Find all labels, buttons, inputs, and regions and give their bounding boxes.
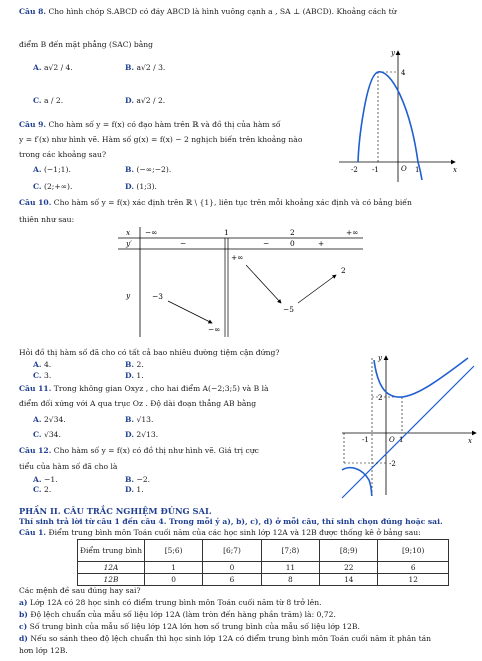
q9-option-d[interactable]: D. (1;3). (125, 182, 157, 191)
q12-y-label: y (378, 354, 382, 362)
q11-option-a[interactable]: A. 2√34. (33, 415, 66, 424)
q11-option-c[interactable]: C. √34. (33, 430, 61, 439)
q12-option-c[interactable]: C. 2. (33, 485, 52, 494)
row-name: 12A (78, 562, 145, 574)
table-cell: 0 (144, 574, 202, 586)
statement-d-cont: hơn lớp 12B. (19, 646, 68, 655)
q10-y-minus3: −3 (152, 292, 163, 301)
table-cell: 22 (320, 562, 378, 574)
q9-y-mark: 4 (401, 69, 406, 77)
header-cell: Điểm trung bình (78, 540, 145, 562)
table-cell: 8 (261, 574, 319, 586)
q10-row-yp: y′ (126, 239, 132, 248)
q10-sign-right: + (318, 239, 325, 248)
q8-option-b[interactable]: B. a√2 / 3. (125, 63, 166, 72)
q9-x-tick-m2: -2 (351, 166, 358, 174)
header-cell: [5;6) (144, 540, 202, 562)
q12-oblique-line (342, 366, 474, 498)
part2-q1-line (19, 528, 421, 537)
q10-x-minus-inf: −∞ (145, 228, 158, 237)
q10-row-y: y (126, 291, 131, 300)
q11-option-d[interactable]: D. 2√13. (125, 430, 159, 439)
q10-x-1: 1 (224, 228, 229, 237)
q10-sign-mid: − (263, 239, 270, 248)
q10-x-2: 2 (290, 228, 295, 237)
q11-line1 (19, 384, 269, 393)
q9-graph (335, 45, 460, 185)
q9-option-b[interactable]: B. (−∞;−2). (125, 165, 172, 174)
q12-line1 (19, 446, 259, 455)
q12-line2: tiểu của hàm số đã cho là (19, 462, 118, 471)
table-cell: 11 (261, 562, 319, 574)
q12-label: Câu 12. (19, 446, 52, 455)
q10-label: Câu 10. (19, 198, 52, 207)
q10-sign-left: − (180, 239, 187, 248)
q10-y-minus5: −5 (283, 305, 294, 314)
table-cell: 0 (203, 562, 261, 574)
header-cell: [7;8) (261, 540, 319, 562)
q11-label: Câu 11. (19, 384, 52, 393)
q12-graph (340, 350, 480, 500)
table-cell: 12 (378, 574, 449, 586)
part2-prompt: Các mệnh đề sau đúng hay sai? (19, 586, 141, 595)
stats-table (77, 539, 449, 586)
part2-q1-text: Điểm trung bình môn Toán cuối năm của các học sinh lớp 12A và 12B được thống kê ở bảng sau: (48, 528, 421, 537)
statement-d[interactable]: d) Nếu so sánh theo độ lệch chuẩn thì học sinh lớp 12A có điểm trung bình môn Toán cuối năm ít phân tán (19, 634, 432, 643)
q10-sign-zero: 0 (290, 239, 295, 248)
q10-option-c[interactable]: C. 3. (33, 371, 52, 380)
q8-option-d[interactable]: D. a√2 / 2. (125, 96, 166, 105)
header-cell: [6;7) (203, 540, 261, 562)
q8-option-a[interactable]: A. a√2 / 4. (33, 63, 73, 72)
q9-line1 (19, 120, 281, 129)
q8-label: Câu 8. (19, 7, 47, 16)
stats-table-header (78, 540, 449, 562)
q8-option-c[interactable]: C. a / 2. (33, 96, 64, 105)
header-cell: [8;9) (320, 540, 378, 562)
q12-option-b[interactable]: B. −2. (125, 475, 151, 484)
q12-origin: O (389, 436, 395, 444)
q10-row-x: x (126, 228, 131, 237)
q12-text1: Cho hàm số y = f(x) có đồ thị như hình vẽ. Giá trị cực (53, 446, 259, 455)
statement-b[interactable]: b) Độ lệch chuẩn của mẫu số liệu lớp 12A (làm tròn đến hàng phần trăm) là: 0,72. (19, 610, 336, 619)
part2-instruction: Thí sinh trả lời từ câu 1 đến câu 4. Trong mỗi ý a), b), c), d) ở mỗi câu, thí sinh chọn đúng hoặc sai. (19, 517, 443, 526)
table-cell: 1 (144, 562, 202, 574)
q9-line3: trong các khoảng sau? (19, 150, 107, 159)
q12-x-tick-1: 1 (399, 436, 404, 444)
q8-text1: Cho hình chóp S.ABCD có đáy ABCD là hình vuông cạnh a , SA ⊥ (ABCD). Khoảng cách từ (48, 7, 397, 16)
q9-option-c[interactable]: C. (2;+∞). (33, 182, 73, 191)
q11-option-b[interactable]: B. √13. (125, 415, 154, 424)
statement-c[interactable]: c) Số trung bình của mẫu số liệu lớp 12A lớn hơn số trung bình của mẫu số liệu lớp 12B. (19, 622, 360, 631)
q10-question: Hỏi đồ thị hàm số đã cho có tất cả bao nhiêu đường tiệm cận đứng? (19, 348, 280, 357)
q9-x-tick-m1: -1 (372, 166, 379, 174)
q12-x-tick-m1: -1 (362, 436, 369, 444)
q10-option-b[interactable]: B. 2. (125, 360, 144, 369)
q12-option-a[interactable]: A. −1. (33, 475, 58, 484)
q10-line2: thiên như sau: (19, 215, 75, 224)
part2-title: PHẦN II. CÂU TRẮC NGHIỆM ĐÚNG SAI. (19, 506, 212, 516)
q10-x-plus-inf: +∞ (346, 228, 359, 237)
part2-q1-label: Câu 1. (19, 528, 47, 537)
q12-y-mark-m2: -2 (389, 460, 396, 468)
q10-line1 (19, 198, 412, 207)
q9-origin: O (401, 165, 407, 173)
q11-line2: điểm đối xứng với A qua trục Oz . Độ dài đoạn thẳng AB bằng (19, 399, 257, 408)
header-cell: [9;10) (378, 540, 449, 562)
q9-x-label: x (453, 166, 457, 174)
q9-label: Câu 9. (19, 120, 47, 129)
table-cell: 6 (203, 574, 261, 586)
q8-line2: điểm B đến mặt phẳng (SAC) bằng (19, 40, 154, 49)
q9-curve (358, 72, 422, 180)
table-row (78, 562, 449, 574)
q10-option-a[interactable]: A. 4. (33, 360, 52, 369)
q12-option-d[interactable]: D. 1. (125, 485, 144, 494)
q10-variation-table (118, 227, 363, 337)
table-row (78, 574, 449, 586)
q10-y-plus-inf: +∞ (231, 253, 244, 262)
statement-a[interactable]: a) Lớp 12A có 28 học sinh có điểm trung bình môn Toán cuối năm từ 8 trở lên. (19, 598, 322, 607)
table-cell: 6 (378, 562, 449, 574)
table-cell: 14 (320, 574, 378, 586)
q12-x-label: x (468, 437, 472, 445)
q10-y-2: 2 (341, 266, 346, 275)
q10-option-d[interactable]: D. 1. (125, 371, 144, 380)
q9-option-a[interactable]: A. (−1;1). (33, 165, 71, 174)
q9-line2: y = f′(x) như hình vẽ. Hàm số g(x) = f(x) − 2 nghịch biến trên khoảng nào (19, 135, 303, 144)
q10-y-minus-inf: −∞ (208, 325, 221, 334)
q9-text1: Cho hàm số y = f(x) có đạo hàm trên ℝ và đồ thị của hàm số (48, 120, 281, 129)
q11-text1: Trong không gian Oxyz , cho hai điểm A(−2;3;5) và B là (53, 384, 269, 393)
q9-y-label: y (391, 49, 395, 57)
q10-text1: Cho hàm số y = f(x) xác định trên ℝ \ {1}, liên tục trên mỗi khoảng xác định và có bảng biến (53, 198, 412, 207)
q9-x-tick-1: 1 (415, 166, 420, 174)
q8-line1 (19, 7, 397, 16)
row-name: 12B (78, 574, 145, 586)
q12-right-branch (374, 358, 468, 397)
q12-y-mark-2: 2 (378, 394, 383, 402)
